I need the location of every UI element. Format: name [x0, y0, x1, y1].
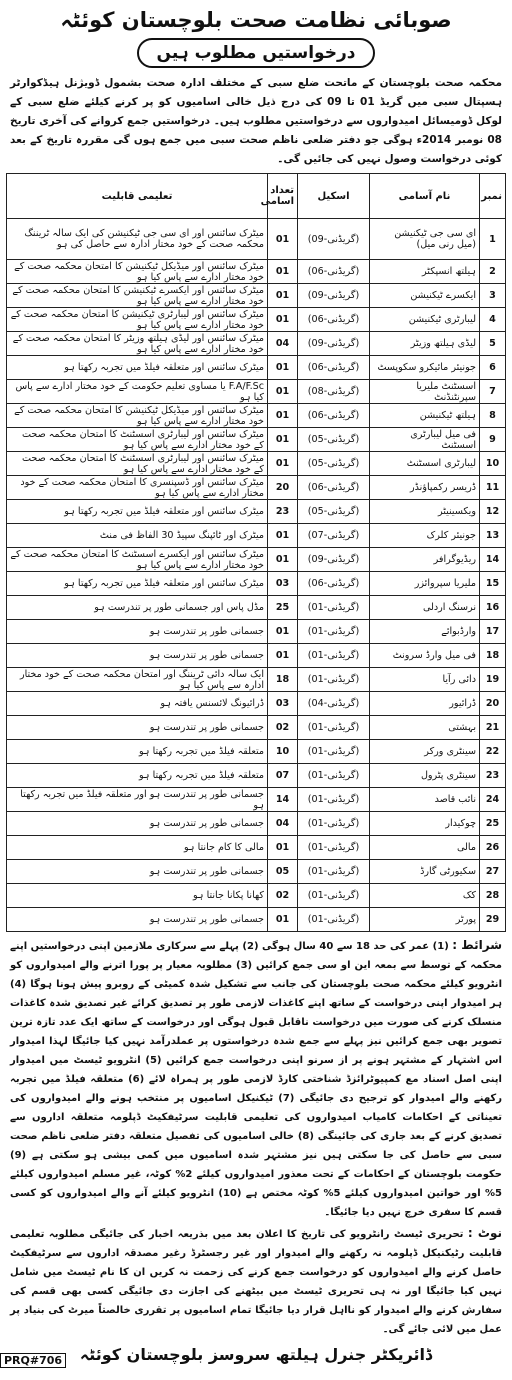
row-qualification: مڈل پاس اور جسمانی طور پر تندرست ہو — [7, 596, 268, 620]
row-scale: (گریڈنی-01) — [298, 668, 370, 692]
table-row — [7, 308, 506, 332]
row-scale: (گریڈنی-01) — [298, 836, 370, 860]
row-scale: (گریڈنی-08) — [298, 380, 370, 404]
row-number: 4 — [480, 308, 506, 332]
row-number: 2 — [480, 260, 506, 284]
table-header-row — [7, 174, 506, 219]
row-count: 04 — [268, 332, 298, 356]
row-count: 05 — [268, 860, 298, 884]
row-scale: (گریڈنی-01) — [298, 884, 370, 908]
row-number: 16 — [480, 596, 506, 620]
row-qualification: مالی کا کام جانتا ہو — [7, 836, 268, 860]
row-scale: (گریڈنی-06) — [298, 260, 370, 284]
table-row — [7, 428, 506, 452]
row-post: اسسٹنٹ ملیریا سپرنٹنڈنٹ — [370, 380, 480, 404]
table-row — [7, 620, 506, 644]
row-qualification: کھانا پکانا جانتا ہو — [7, 884, 268, 908]
table-row — [7, 692, 506, 716]
row-scale: (گریڈنی-05) — [298, 428, 370, 452]
table-row — [7, 644, 506, 668]
row-post: وارڈبوائے — [370, 620, 480, 644]
row-count: 01 — [268, 452, 298, 476]
table-row — [7, 572, 506, 596]
table-row — [7, 524, 506, 548]
row-qualification: جسمانی طور پر تندرست ہو — [7, 860, 268, 884]
row-qualification: متعلقہ فیلڈ میں تجربہ رکھتا ہو — [7, 764, 268, 788]
row-count: 01 — [268, 219, 298, 260]
row-qualification: F.A/F.Sc یا مساوی تعلیم حکومت کے خود مختار ادارے سے پاس کیا ہو — [7, 380, 268, 404]
row-number: 19 — [480, 668, 506, 692]
row-post: بہشتی — [370, 716, 480, 740]
row-post: جونیئر کلرک — [370, 524, 480, 548]
row-number: 29 — [480, 908, 506, 932]
advertisement-page — [6, 4, 506, 1376]
row-post: سکیورٹی گارڈ — [370, 860, 480, 884]
intro-paragraph: محکمہ صحت بلوچستان کے ماتحت ضلع سبی کے مختلف ادارہ صحت بشمول ڈویژنل ہیڈکوارٹر ہسپتال سبی میں گریڈ 01 تا 09 کی درج ذیل خالی اسامیوں کو پر کرنے کیلئے ضلع سبی کے لوکل ڈومیسائل امیدواروں سے درخواستیں مطلوب ہیں۔ درخواستیں جمع کروانے کی آخری تاریخ 08 نومبر 2014ء ہوگی جو دفتر ضلعی ناظم صحت سبی میں جمع ہوں گی مقررہ تاریخ کے بعد کوئی درخواست وصول نہیں کی جائیں گی۔ — [10, 77, 503, 165]
row-qualification: جسمانی طور پر تندرست ہو — [7, 716, 268, 740]
row-number: 9 — [480, 428, 506, 452]
row-qualification: میٹرک سائنس اور لیبارٹری ٹیکنیشن کا امتحان محکمہ صحت کے خود مختار ادارے سے پاس کیا ہو — [7, 308, 268, 332]
row-count: 01 — [268, 404, 298, 428]
row-number: 14 — [480, 548, 506, 572]
row-scale: (گریڈنی-01) — [298, 644, 370, 668]
row-scale: (گریڈنی-05) — [298, 500, 370, 524]
page-subtitle: درخواستیں مطلوب ہیں — [137, 38, 376, 68]
footer — [0, 1340, 512, 1370]
row-qualification: میٹرک سائنس اور متعلقہ فیلڈ میں تجربہ رکھتا ہو — [7, 500, 268, 524]
row-qualification: میٹرک اور ٹائپنگ سپیڈ 30 الفاظ فی منٹ — [7, 524, 268, 548]
row-post: فی میل لیبارٹری اسسٹنٹ — [370, 428, 480, 452]
header-qualification: تعلیمی قابلیت — [7, 174, 268, 219]
row-post: کک — [370, 884, 480, 908]
note-section — [10, 1224, 502, 1339]
table-row — [7, 548, 506, 572]
row-scale: (گریڈنی-01) — [298, 620, 370, 644]
row-qualification: میٹرک سائنس اور لیبارٹری اسسٹنٹ کا امتحان محکمہ صحت کے خود مختار ادارے سے پاس کیا ہو — [7, 452, 268, 476]
row-count: 01 — [268, 620, 298, 644]
row-post: ڈریسر رکمپاؤنڈر — [370, 476, 480, 500]
row-count: 01 — [268, 356, 298, 380]
table-row — [7, 332, 506, 356]
row-post: سینٹری ورکر — [370, 740, 480, 764]
table-row — [7, 668, 506, 692]
header-num: نمبر — [480, 174, 506, 219]
row-count: 01 — [268, 284, 298, 308]
row-number: 20 — [480, 692, 506, 716]
row-scale: (گریڈنی-09) — [298, 219, 370, 260]
row-number: 3 — [480, 284, 506, 308]
conditions-text: (1) عمر کی حد 18 سے 40 سال ہوگی (2) پہلے سے سرکاری ملازمین اپنی درخواستیں اپنے محکمہ کے توسط سے بمعہ این او سی جمع کرائیں (3) مطلوبہ معیار پر پورا اترنے والے امیدواروں کو انٹرویو کیلئے محکمہ صحت بلوچستان کی جانب سے تشکیل شدہ کمیٹی کے روبرو پیش ہونا ہوگا (4) ہر امیدوار اپنی درخواست کے ساتھ اپنے کاغذات لازمی طور پر تصدیق کرائے غیر تصدیق شدہ کاغذات منسلک کرنے کی صورت میں درخواست ناقابل قبول ہوگی اور درخواست کے ساتھ ایک عدد تازہ ترین تصویر بھی جمع کرائیں نیز پہلے سے جمع شدہ درخواستوں پر عملدرآمد نہیں کیا جائیگا لہذا امیدوار اس اشتہار کے مشتہر ہونے پر از سرنو اپنی درخواست جمع کرائیں (5) انٹرویو ٹیسٹ میں امیدوار اپنی اصل اسناد مع کمپیوٹرائزڈ شناختی کارڈ لازمی طور پر ہمراہ لائے (6) متعلقہ فیلڈ میں تجربہ رکھنے والے امیدوار کو ترجیح دی جائیگی (7) ٹیکنیکل اسامیوں پر منتخب ہونے والے امیدواروں کی تعیناتی کے احکامات کامیاب امیدواروں کی تعلیمی قابلیت سرٹیفکیٹ ڈپلومہ متعلقہ اداروں سے تصدیق کرنے کے بعد جاری کی جائینگی (8) خالی اسامیوں کی تفصیل متعلقہ دفتر ضلعی ناظم صحت سبی سے حاصل کی جا سکتی ہیں نیز مشتہر شدہ اسامیوں میں کمی بیشی ہو سکتی ہے (9) حکومت بلوچستان کے احکامات کے تحت معذور امیدواروں کیلئے 2% کوٹہ، غیر مسلم امیدواروں کیلئے 5% اور خواتین امیدواروں کیلئے 5% کوٹہ مختص ہے (10) انٹرویو کیلئے آنے والے امیدواروں کو کسی قسم کا سفری خرچ نہیں دیا جائیگا۔ — [10, 941, 502, 1218]
row-scale: (گریڈنی-01) — [298, 596, 370, 620]
row-scale: (گریڈنی-01) — [298, 788, 370, 812]
row-number: 28 — [480, 884, 506, 908]
row-qualification: میٹرک سائنس اور ایکسرے اسسٹنٹ کا امتحان محکمہ صحت کے خود مختار ادارے سے پاس کیا ہو — [7, 548, 268, 572]
row-number: 23 — [480, 764, 506, 788]
header-count: تعداد اسامی — [268, 174, 298, 219]
row-qualification: جسمانی طور پر تندرست ہو — [7, 908, 268, 932]
row-count: 02 — [268, 884, 298, 908]
row-scale: (گریڈنی-01) — [298, 764, 370, 788]
row-scale: (گریڈنی-01) — [298, 860, 370, 884]
row-number: 6 — [480, 356, 506, 380]
row-count: 01 — [268, 908, 298, 932]
row-post: جونیئر مائیکرو سکوپسٹ — [370, 356, 480, 380]
table-row — [7, 219, 506, 260]
row-count: 01 — [268, 260, 298, 284]
row-scale: (گریڈنی-09) — [298, 332, 370, 356]
row-post: فی میل وارڈ سرونٹ — [370, 644, 480, 668]
table-row — [7, 764, 506, 788]
signature: ڈائریکٹر جنرل ہیلتھ سروسز بلوچستان کوئٹہ — [79, 1345, 433, 1364]
table-body — [7, 219, 506, 932]
row-count: 01 — [268, 380, 298, 404]
row-count: 18 — [268, 668, 298, 692]
row-number: 5 — [480, 332, 506, 356]
table-row — [7, 476, 506, 500]
row-number: 1 — [480, 219, 506, 260]
row-qualification: جسمانی طور پر تندرست ہو — [7, 812, 268, 836]
row-qualification: میٹرک سائنس اور ڈسپنسری کا امتحان محکمہ صحت کے خود مختار ادارے سے پاس کیا ہو — [7, 476, 268, 500]
row-number: 18 — [480, 644, 506, 668]
row-count: 23 — [268, 500, 298, 524]
table-row — [7, 812, 506, 836]
row-qualification: متعلقہ فیلڈ میں تجربہ رکھتا ہو — [7, 740, 268, 764]
row-scale: (گریڈنی-04) — [298, 692, 370, 716]
row-qualification: میٹرک سائنس اور لیبارٹری اسسٹنٹ کا امتحان محکمہ صحت کے خود مختار ادارے سے پاس کیا ہو — [7, 428, 268, 452]
row-number: 24 — [480, 788, 506, 812]
row-count: 01 — [268, 428, 298, 452]
conditions-section — [10, 936, 502, 1222]
row-scale: (گریڈنی-09) — [298, 548, 370, 572]
row-post: چوکیدار — [370, 812, 480, 836]
row-scale: (گریڈنی-06) — [298, 356, 370, 380]
table-row — [7, 788, 506, 812]
row-post: ویکسینیٹر — [370, 500, 480, 524]
row-count: 01 — [268, 308, 298, 332]
row-count: 02 — [268, 716, 298, 740]
row-scale: (گریڈنی-01) — [298, 740, 370, 764]
row-number: 15 — [480, 572, 506, 596]
row-post: ہیلتھ انسپکٹر — [370, 260, 480, 284]
row-post: لیبارٹری اسسٹنٹ — [370, 452, 480, 476]
table-row — [7, 596, 506, 620]
row-post: لیبارٹری ٹیکنیشن — [370, 308, 480, 332]
table-row — [7, 260, 506, 284]
row-count: 01 — [268, 836, 298, 860]
row-post: دائی رآیا — [370, 668, 480, 692]
row-count: 03 — [268, 572, 298, 596]
row-scale: (گریڈنی-06) — [298, 572, 370, 596]
row-number: 10 — [480, 452, 506, 476]
row-number: 12 — [480, 500, 506, 524]
vacancies-table — [6, 173, 506, 932]
row-number: 21 — [480, 716, 506, 740]
row-number: 25 — [480, 812, 506, 836]
row-post: ریڈیوگرافر — [370, 548, 480, 572]
row-post: ای سی جی ٹیکنیشن (میل رنی میل) — [370, 219, 480, 260]
row-qualification: میٹرک سائنس اور لیڈی ہیلتھ وزیٹر کا امتحان محکمہ صحت کے خود مختار ادارے سے پاس کیا ہو — [7, 332, 268, 356]
reference-number: PRQ#706 — [0, 1353, 66, 1368]
header-scale: اسکیل — [298, 174, 370, 219]
row-count: 07 — [268, 764, 298, 788]
row-post: سینٹری پٹرول — [370, 764, 480, 788]
table-row — [7, 836, 506, 860]
table-row — [7, 380, 506, 404]
row-number: 17 — [480, 620, 506, 644]
table-row — [7, 860, 506, 884]
row-qualification: میٹرک سائنس اور میڈیکل ٹیکنیشن کا امتحان محکمہ صحت کے خود مختار ادارے سے پاس کیا ہو — [7, 404, 268, 428]
row-post: ہیلتھ ٹیکنیشن — [370, 404, 480, 428]
row-post: لیڈی ہیلتھ وزیٹر — [370, 332, 480, 356]
row-scale: (گریڈنی-06) — [298, 308, 370, 332]
row-number: 27 — [480, 860, 506, 884]
row-scale: (گریڈنی-06) — [298, 476, 370, 500]
row-scale: (گریڈنی-01) — [298, 812, 370, 836]
table-row — [7, 908, 506, 932]
note-label: نوٹ : — [467, 1226, 502, 1240]
row-qualification: جسمانی طور پر تندرست ہو — [7, 620, 268, 644]
table-row — [7, 284, 506, 308]
row-qualification: میٹرک سائنس اور میڈیکل ٹیکنیشن کا امتحان محکمہ صحت کے خود مختار ادارے سے پاس کیا ہو — [7, 260, 268, 284]
row-scale: (گریڈنی-07) — [298, 524, 370, 548]
row-count: 25 — [268, 596, 298, 620]
conditions-label: شرائط : — [452, 938, 503, 952]
note-text: تحریری ٹیسٹ رانٹرویو کی تاریخ کا اعلان بعد میں بذریعہ اخبار کی جائیگی مطلوبہ تعلیمی قابلیت رٹیکنیکل ڈپلومہ نہ رکھنے والے امیدوار اور غیر رجسٹرڈ رغیر مصدقہ اداروں سے سرٹیفکیٹ حاصل کرنے والے امیدواروں کو درخواست جمع کرنے کی زحمت نہ کریں ان کا نام ٹیسٹ میں شامل نہیں کیا جائیگا اور نہ ہی تحریری ٹیسٹ میں بیٹھنے کی اجازت دی جائیگی کسی بھی قسم کی سفارش کرنے والے امیدوار کو نااہل قرار دیا جائیگا تمام اسامیوں پر تقرری خالصتاً میرٹ کی بنیاد پر عمل میں لائی جائے گی۔ — [10, 1229, 502, 1335]
row-number: 13 — [480, 524, 506, 548]
row-post: مالی — [370, 836, 480, 860]
row-count: 04 — [268, 812, 298, 836]
table-row — [7, 740, 506, 764]
row-qualification: میٹرک سائنس اور ای سی جی ٹیکنیشن کی ایک سالہ ٹریننگ محکمہ صحت کے خود مختار ادارہ سے حاصل کی ہو — [7, 219, 268, 260]
row-number: 7 — [480, 380, 506, 404]
row-post: ڈرائیور — [370, 692, 480, 716]
row-count: 14 — [268, 788, 298, 812]
table-row — [7, 884, 506, 908]
row-count: 03 — [268, 692, 298, 716]
row-count: 10 — [268, 740, 298, 764]
row-count: 20 — [268, 476, 298, 500]
row-count: 01 — [268, 548, 298, 572]
row-number: 11 — [480, 476, 506, 500]
row-number: 8 — [480, 404, 506, 428]
table-row — [7, 404, 506, 428]
row-qualification: میٹرک سائنس اور متعلقہ فیلڈ میں تجربہ رکھتا ہو — [7, 356, 268, 380]
page-title: صوبائی نظامت صحت بلوچستان کوئٹہ — [60, 8, 452, 32]
row-qualification: جسمانی طور پر تندرست ہو — [7, 644, 268, 668]
row-post: ملیریا سپروائزر — [370, 572, 480, 596]
row-count: 01 — [268, 524, 298, 548]
table-row — [7, 716, 506, 740]
row-qualification: ڈرائیونگ لائسنس یافتہ ہو — [7, 692, 268, 716]
row-scale: (گریڈنی-01) — [298, 716, 370, 740]
row-scale: (گریڈنی-09) — [298, 284, 370, 308]
row-qualification: میٹرک سائنس اور ایکسرے ٹیکنیشن کا امتحان محکمہ صحت کے خود مختار ادارے سے پاس کیا ہو — [7, 284, 268, 308]
table-row — [7, 356, 506, 380]
table-row — [7, 500, 506, 524]
row-qualification: ایک سالہ دائی ٹریننگ اور امتحان محکمہ صحت کے خود مختار ادارہ سے پاس کیا ہو — [7, 668, 268, 692]
row-qualification: جسمانی طور پر تندرست ہو اور متعلقہ فیلڈ میں تجربہ رکھتا ہو — [7, 788, 268, 812]
header-post: نام آسامی — [370, 174, 480, 219]
row-number: 26 — [480, 836, 506, 860]
row-scale: (گریڈنی-01) — [298, 908, 370, 932]
row-post: پورٹر — [370, 908, 480, 932]
row-count: 01 — [268, 644, 298, 668]
row-scale: (گریڈنی-06) — [298, 404, 370, 428]
table-row — [7, 452, 506, 476]
row-post: نائب قاصد — [370, 788, 480, 812]
row-scale: (گریڈنی-05) — [298, 452, 370, 476]
row-post: نرسنگ اردلی — [370, 596, 480, 620]
row-qualification: میٹرک سائنس اور متعلقہ فیلڈ میں تجربہ رکھتا ہو — [7, 572, 268, 596]
row-number: 22 — [480, 740, 506, 764]
row-post: ایکسرے ٹیکنیشن — [370, 284, 480, 308]
